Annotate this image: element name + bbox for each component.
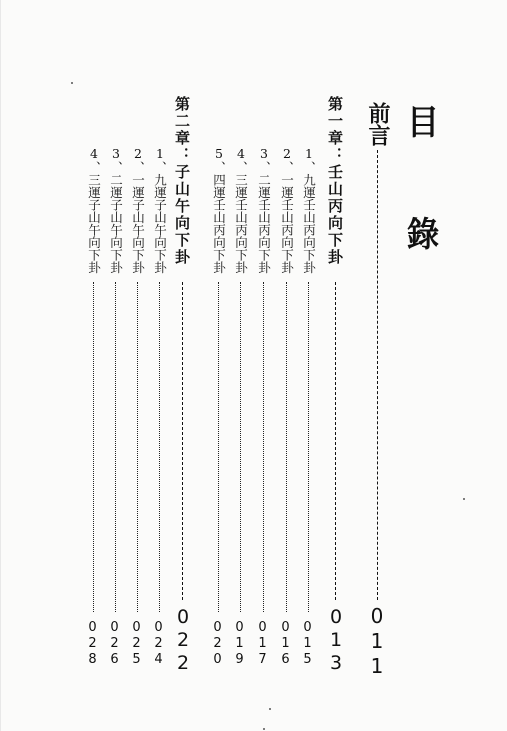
chapter-1-page-number: 013 [325, 606, 347, 675]
preface-leader [377, 150, 378, 600]
scan-speck [71, 82, 73, 84]
chapter-1-item-1-leader [308, 282, 309, 612]
chapter-2-item-4-page-number: 028 [85, 620, 100, 668]
preface-page-number: 011 [365, 604, 389, 679]
chapter-2-item-2-page-number: 025 [129, 620, 144, 668]
chapter-2-item-4-leader [93, 282, 94, 612]
title-char-2: 錄 [406, 215, 440, 255]
chapter-1-item-2-leader [286, 282, 287, 612]
chapter-1-item-5-leader [218, 282, 219, 612]
scan-speck [463, 498, 465, 500]
chapter-2-item-3-leader [115, 282, 116, 612]
chapter-1-item-5-label: 5、四運壬山丙向下卦 [211, 146, 227, 274]
chapter-1-item-3-leader [263, 282, 264, 612]
chapter-1-item-4-page-number: 019 [232, 620, 247, 668]
chapter-2-item-1-page-number: 024 [151, 620, 166, 668]
chapter-1-item-1-page-number: 015 [300, 620, 315, 668]
chapter-1-item-2-label: 2、一運壬山丙向下卦 [279, 146, 295, 274]
chapter-1-leader [335, 282, 336, 600]
chapter-1-item-3-page-number: 017 [255, 620, 270, 668]
chapter-2-item-2-label: 2、一運子山午向下卦 [130, 146, 146, 274]
scan-speck [269, 708, 271, 710]
chapter-2-leader [182, 282, 183, 600]
title-char-1: 目 [406, 103, 440, 143]
chapter-2-item-2-leader [137, 282, 138, 612]
chapter-1-item-4-label: 4、三運壬山丙向下卦 [233, 146, 249, 274]
chapter-1-item-3-label: 3、二運壬山丙向下卦 [256, 146, 272, 274]
preface-label: 前言 [365, 102, 391, 146]
chapter-2-item-3-page-number: 026 [107, 620, 122, 668]
chapter-1-item-1-label: 1、九運壬山丙向下卦 [301, 146, 317, 274]
chapter-2-page-number: 022 [172, 606, 194, 675]
chapter-2-item-1-label: 1、九運子山午向下卦 [152, 146, 168, 274]
chapter-2-item-1-leader [159, 282, 160, 612]
chapter-1-item-5-page-number: 020 [210, 620, 225, 668]
chapter-1-item-4-leader [240, 282, 241, 612]
chapter-1-label: 第一章：壬山丙向下卦 [326, 96, 344, 266]
chapter-2-label: 第二章：子山午向下卦 [173, 96, 191, 266]
scan-speck [263, 728, 265, 730]
chapter-2-item-3-label: 3、二運子山午向下卦 [108, 146, 124, 274]
chapter-2-item-4-label: 4、三運子山午向下卦 [86, 146, 102, 274]
chapter-1-item-2-page-number: 016 [278, 620, 293, 668]
